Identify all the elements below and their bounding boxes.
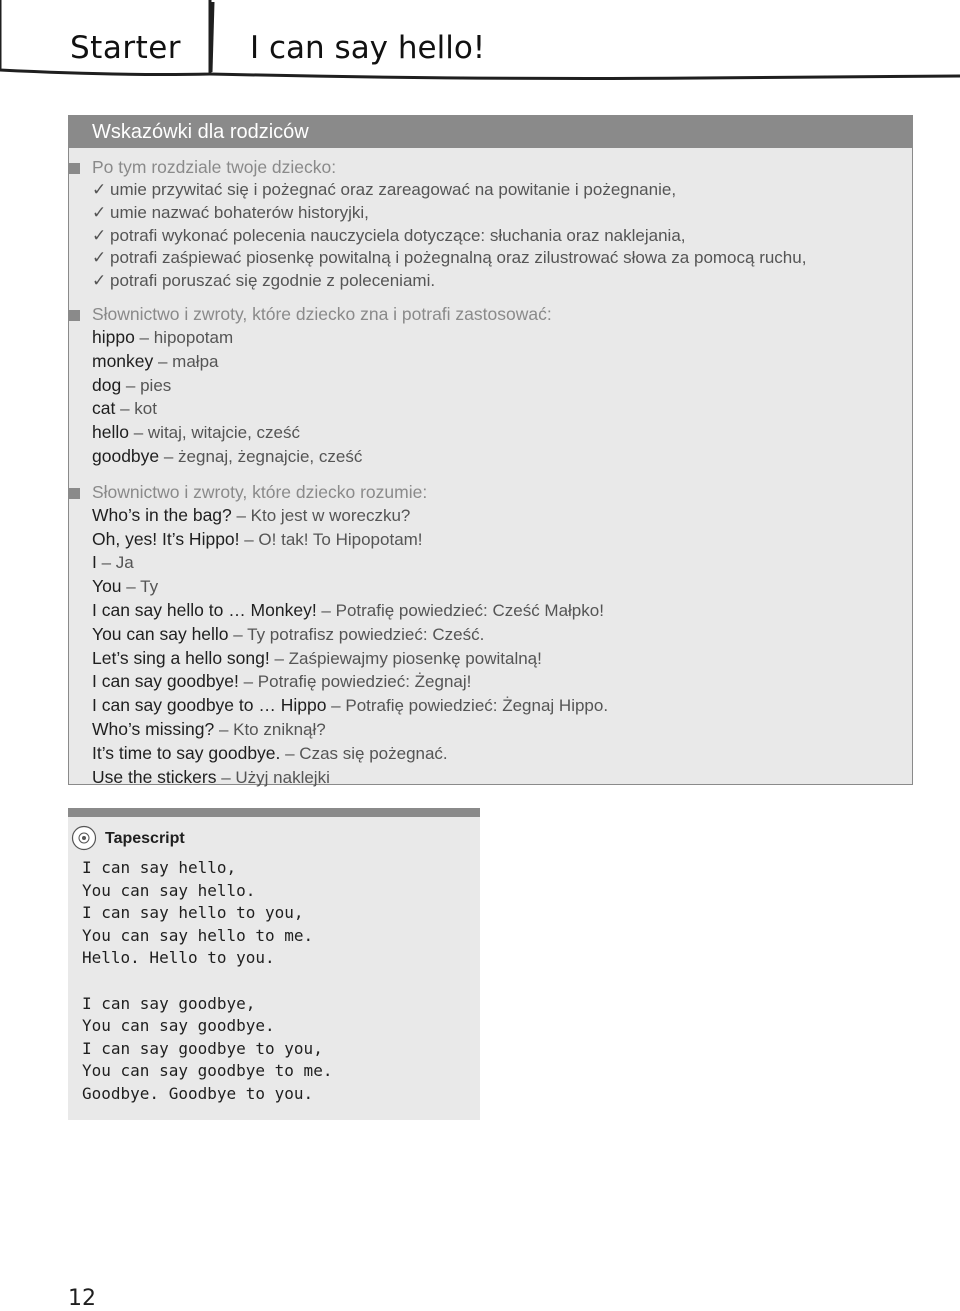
phrase-item [92,599,912,623]
translation: – Użyj naklejki [216,767,330,787]
english-phrase: It’s time to say goodbye. [92,742,281,763]
section-bullet-icon [69,310,80,321]
english-phrase: I can say hello to … Monkey! [92,599,317,620]
parents-tips-box [68,115,913,785]
check-icon: ✓ [92,225,107,245]
english-phrase: Who’s missing? [92,718,215,739]
check-icon: ✓ [92,180,107,199]
tapescript-line: I can say hello, [82,858,237,877]
tapescript-line: You can say goodbye to me. [82,1061,333,1081]
translation: – witaj, witajcie, cześć [128,423,300,443]
check-icon: ✓ [92,271,107,291]
translation: – Kto jest w woreczku? [231,505,411,525]
translation: – pies [121,375,172,395]
vocab-item [92,326,912,350]
english-phrase: Oh, yes! It’s Hippo! [92,528,240,549]
translation: – Potrafię powiedzieć: Żegnaj Hippo. [326,696,609,716]
translation: – Ty [121,577,159,597]
english-phrase: Use the stickers [92,766,217,787]
page-header [0,0,960,80]
english-phrase: I [92,552,97,573]
phrase-item [92,647,912,671]
unit-title: I can say hello! [250,30,486,66]
phrase-item [92,742,912,766]
passive-vocab-list [92,504,912,790]
phrase-item [92,670,912,694]
translation: – małpa [153,351,219,371]
phrase-item [92,623,912,647]
translation: – Zaśpiewajmy piosenkę powitalną! [269,648,542,668]
vocab-item [92,445,912,469]
phrase-item [92,575,912,599]
tapescript-line: I can say hello to you, [82,903,304,923]
phrase-item [92,766,912,790]
active-vocab-title: Słownictwo i zwroty, które dziecko zna i potrafi zastosować: [92,303,552,324]
translation: – Ty potrafisz powiedzieć: Cześć. [228,624,485,644]
vocab-item [92,397,912,421]
unit-label: Starter [70,30,182,66]
translation: – Ja [96,553,134,573]
phrase-item [92,718,912,742]
tapescript-line: Goodbye. Goodbye to you. [82,1083,314,1103]
tapescript-label: Tapescript [105,830,185,847]
english-phrase: goodbye [92,445,160,466]
vocab-item [92,421,912,445]
vocab-item [92,374,912,398]
tapescript-line: I can say goodbye to you, [82,1038,323,1058]
english-phrase: You can say hello [92,623,229,644]
translation: – Potrafię powiedzieć: Cześć Małpko! [316,600,604,620]
tapescript-header [68,818,480,848]
translation: – Potrafię powiedzieć: Żegnaj! [238,672,472,692]
english-phrase: You [92,576,122,597]
tapescript-line: You can say goodbye. [82,1016,275,1036]
outcome-text: umie przywitać się i pożegnać oraz zareagować na powitanie i pożegnanie, [110,180,677,199]
tapescript-line: Hello. Hello to you. [82,948,275,968]
outcome-text: potrafi poruszać się zgodnie z poleceniami. [110,271,436,291]
section-bullet-icon [69,163,80,174]
tapescript-box [68,808,480,1120]
active-vocab-list [92,326,912,469]
check-icon: ✓ [92,202,107,222]
tapescript-line: You can say hello. [82,880,256,900]
tapescript-line: You can say hello to me. [82,925,314,945]
tapescript-lines [82,857,332,1106]
translation: – Czas się pożegnać. [280,743,448,763]
english-phrase: Who’s in the bag? [92,504,232,525]
outcome-item [92,179,912,202]
outcomes-list [92,179,912,293]
tapescript-line: I can say goodbye, [82,993,256,1013]
outcomes-section [69,156,912,293]
outcome-item [92,202,912,225]
english-phrase: monkey [92,350,154,371]
stanza-gap [82,970,332,993]
english-phrase: dog [92,374,122,395]
translation: – hipopotam [134,327,234,347]
section-bullet-icon [69,488,80,499]
english-phrase: I can say goodbye! [92,671,239,692]
translation: – żegnaj, żegnajcie, cześć [159,446,363,466]
active-vocab-section [69,303,912,469]
outcome-item [92,247,912,270]
passive-vocab-title: Słownictwo i zwroty, które dziecko rozumie: [92,481,428,502]
tapescript-bar [68,808,480,817]
phrase-item [92,528,912,552]
outcomes-title: Po tym rozdziale twoje dziecko: [92,157,337,177]
cd-icon [71,825,97,851]
english-phrase: I can say goodbye to … Hippo [92,695,327,716]
check-icon: ✓ [92,248,107,268]
page-number: 12 [68,1286,96,1311]
phrase-item [92,504,912,528]
outcome-text: potrafi wykonać polecenia nauczyciela dotyczące: słuchania oraz naklejania, [110,225,686,245]
phrase-item [92,551,912,575]
outcome-item [92,270,912,293]
parents-tips-title: Wskazówki dla rodziców [69,116,912,148]
outcome-item [92,225,912,248]
english-phrase: hippo [92,326,135,347]
english-phrase: hello [92,422,129,443]
vocab-item [92,350,912,374]
english-phrase: cat [92,398,116,419]
translation: – kot [115,399,157,419]
english-phrase: Let’s sing a hello song! [92,647,270,668]
passive-vocab-section [69,481,912,790]
translation: – O! tak! To Hipopotam! [239,529,423,549]
phrase-item [92,694,912,718]
outcome-text: umie nazwać bohaterów historyjki, [110,202,369,222]
outcome-text: potrafi zaśpiewać piosenkę powitalną i pożegnalną oraz zilustrować słowa za pomocą ruchu, [110,248,807,268]
translation: – Kto zniknął? [214,719,326,739]
